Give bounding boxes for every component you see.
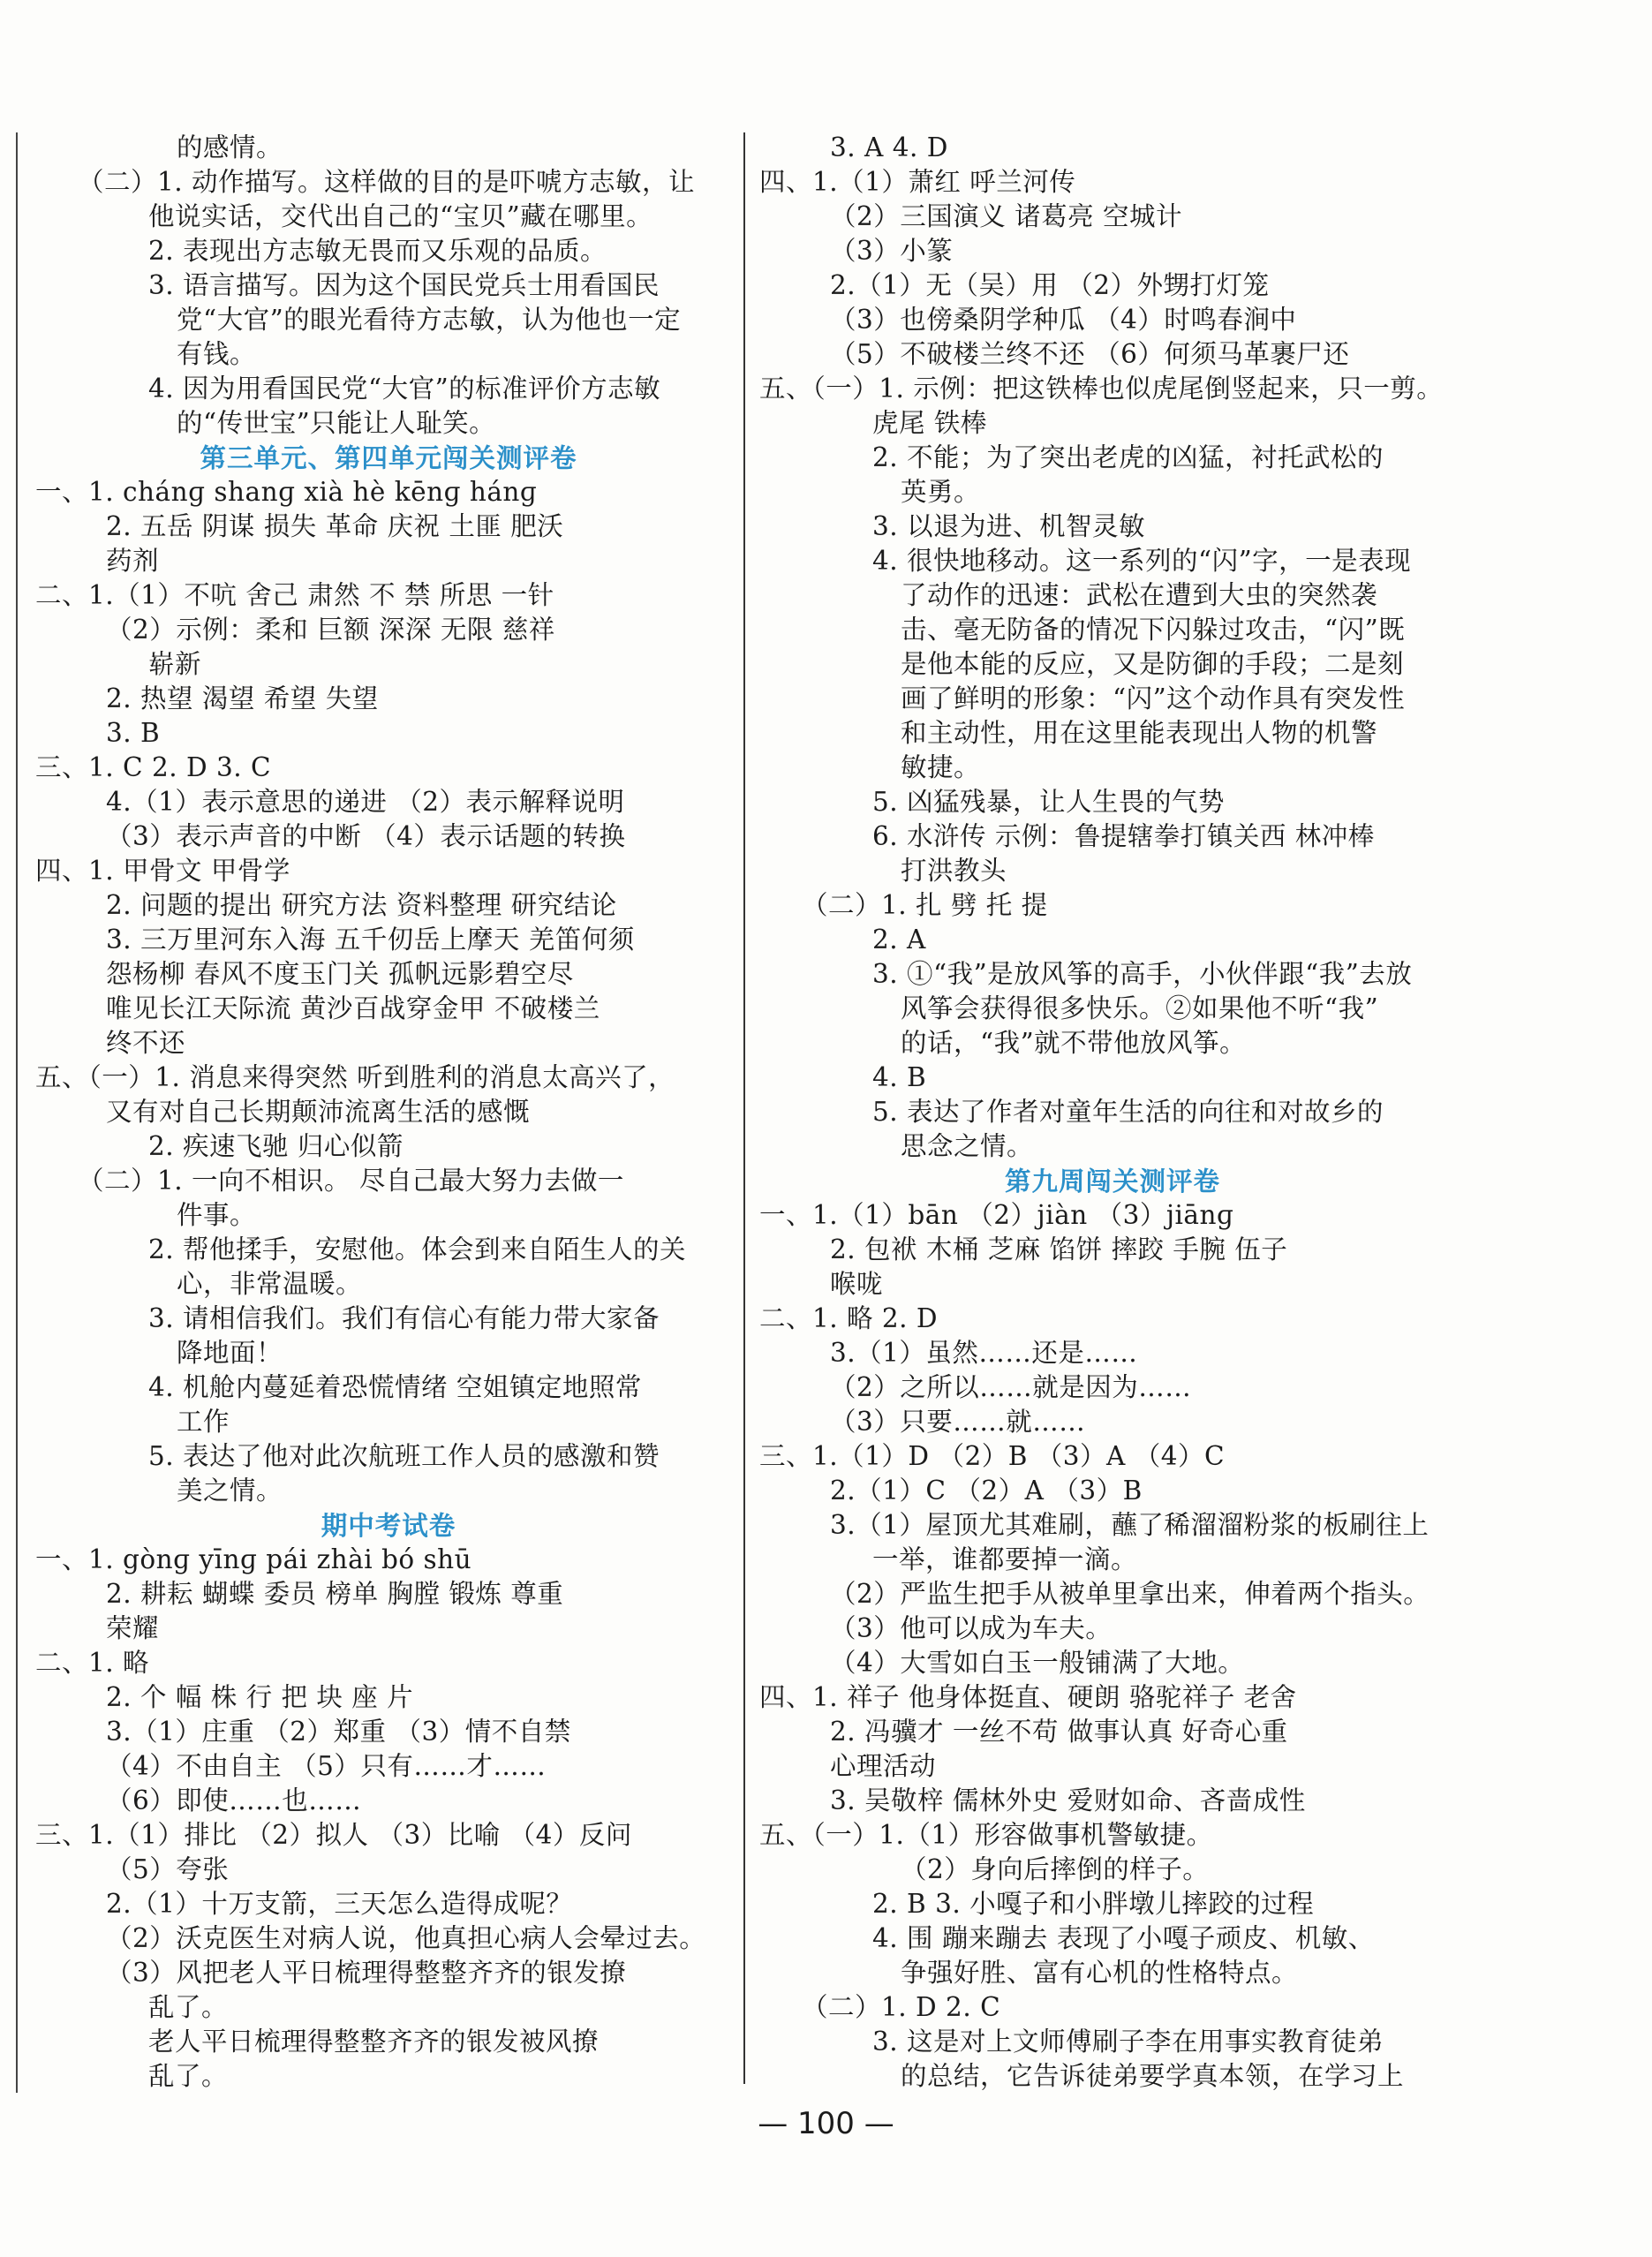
answer-line: 2. 冯骥才 一丝不苟 做事认真 好奇心重 bbox=[830, 1717, 1288, 1747]
answer-line: 崭新 bbox=[148, 649, 202, 679]
answer-line: 他说实话，交代出自己的“宝贝”藏在哪里。 bbox=[148, 201, 653, 231]
answer-line: 4. 围 蹦来蹦去 表现了小嘎子顽皮、机敏、 bbox=[872, 1923, 1375, 1953]
right-column bbox=[759, 131, 1466, 2094]
answer-line: 件事。 bbox=[177, 1200, 257, 1230]
answer-line: （2）沃克医生对病人说，他真担心病人会晕过去。 bbox=[106, 1923, 706, 1953]
answer-line: 3. 三万里河东入海 五千仞岳上摩天 羌笛何须 bbox=[106, 925, 635, 955]
answer-line: （4）不由自主 （5）只有……才…… bbox=[106, 1751, 547, 1781]
answer-line: 3. 语言描写。因为这个国民党兵士用看国民 bbox=[148, 270, 660, 300]
answer-line: 3. 请相信我们。我们有信心有能力带大家备 bbox=[148, 1303, 660, 1333]
answer-line: （2）示例：柔和 巨额 深深 无限 慈祥 bbox=[106, 615, 555, 645]
answer-line: 2. B 3. 小嘎子和小胖墩儿摔跤的过程 bbox=[872, 1889, 1315, 1919]
answer-line: 4. 很快地移动。这一系列的“闪”字，一是表现 bbox=[872, 546, 1412, 576]
answer-line: 老人平日梳理得整整齐齐的银发被风撩 bbox=[148, 2027, 600, 2057]
answer-line: 的感情。 bbox=[177, 132, 283, 162]
answer-line: 3. B bbox=[106, 718, 161, 748]
answer-line: （二）1. 一向不相识。 尽自己最大努力去做一 bbox=[78, 1166, 624, 1196]
answer-line: （2）三国演义 诸葛亮 空城计 bbox=[830, 201, 1183, 231]
answer-line: （2）严监生把手从被单里拿出来，伸着两个指头。 bbox=[830, 1579, 1430, 1609]
answer-line: 美之情。 bbox=[177, 1476, 283, 1506]
answer-line: 2. 帮他揉手，安慰他。体会到来自陌生人的关 bbox=[148, 1234, 687, 1264]
answer-line: （3）也傍桑阴学种瓜 （4）时鸣春涧中 bbox=[830, 305, 1297, 335]
answer-line: 4. B bbox=[872, 1062, 927, 1092]
answer-line: 党“大官”的眼光看待方志敏，认为他也一定 bbox=[177, 305, 682, 335]
binding-margin-rule bbox=[16, 132, 18, 2093]
answer-line: （3）表示声音的中断 （4）表示话题的转换 bbox=[106, 821, 626, 851]
answer-line: （2）身向后摔倒的样子。 bbox=[901, 1854, 1210, 1884]
answer-line: 乱了。 bbox=[148, 2061, 229, 2091]
section-title: 第三单元、第四单元闯关测评卷 bbox=[200, 442, 577, 473]
answer-line: 4. 因为用看国民党“大官”的标准评价方志敏 bbox=[148, 374, 661, 404]
answer-line: 一、1.（1）bān （2）jiàn （3）jiānɡ bbox=[759, 1200, 1234, 1230]
answer-line: 3. A 4. D bbox=[830, 132, 948, 162]
answer-line: 喉咙 bbox=[830, 1269, 884, 1299]
answer-line: 争强好胜、富有心机的性格特点。 bbox=[901, 1958, 1299, 1988]
answer-line: 的话，“我”就不带他放风筝。 bbox=[901, 1028, 1247, 1058]
answer-line: 是他本能的反应，又是防御的手段；二是刻 bbox=[901, 649, 1405, 679]
answer-line: 三、1. C 2. D 3. C bbox=[35, 752, 272, 782]
answer-line: （3）风把老人平日梳理得整整齐齐的银发撩 bbox=[106, 1958, 627, 1988]
answer-line: 5. 凶猛残暴，让人生畏的气势 bbox=[872, 787, 1226, 817]
answer-line: 2.（1）无（吴）用 （2）外甥打灯笼 bbox=[830, 270, 1270, 300]
answer-line: （5）不破楼兰终不还 （6）何须马革裹尸还 bbox=[830, 339, 1350, 369]
answer-line: 四、1. 祥子 他身体挺直、硬朗 骆驼祥子 老舍 bbox=[759, 1682, 1297, 1712]
answer-line: 画了鲜明的形象：“闪”这个动作具有突发性 bbox=[901, 683, 1406, 713]
answer-line: 五、（一）1.（1）形容做事机警敏捷。 bbox=[759, 1820, 1213, 1850]
answer-line: 怨杨柳 春风不度玉门关 孤帆远影碧空尽 bbox=[106, 959, 574, 989]
answer-line: 2.（1）C （2）A （3）B bbox=[830, 1476, 1143, 1506]
answer-line: 终不还 bbox=[106, 1028, 186, 1058]
answer-line: （5）夸张 bbox=[106, 1854, 230, 1884]
answer-line: 4. 机舱内蔓延着恐慌情绪 空姐镇定地照常 bbox=[148, 1372, 642, 1402]
answer-line: 药剂 bbox=[106, 546, 160, 576]
answer-line: 荣耀 bbox=[106, 1613, 160, 1643]
answer-line: 心理活动 bbox=[830, 1751, 937, 1781]
answer-line: （二）1. D 2. C bbox=[802, 1992, 1001, 2022]
answer-line: 2. 包袱 木桶 芝麻 馅饼 摔跤 手腕 伍子 bbox=[830, 1234, 1288, 1264]
answer-line: 虎尾 铁棒 bbox=[872, 408, 987, 438]
answer-line: 2. 五岳 阴谋 损失 革命 庆祝 土匪 肥沃 bbox=[106, 511, 564, 541]
answer-line: 2.（1）十万支箭，三天怎么造得成呢？ bbox=[106, 1889, 573, 1919]
left-column bbox=[35, 131, 742, 2094]
answer-line: 2. 问题的提出 研究方法 资料整理 研究结论 bbox=[106, 890, 617, 920]
answer-line: （二）1. 动作描写。这样做的目的是吓唬方志敏，让 bbox=[78, 167, 696, 197]
answer-line: 打洪教头 bbox=[901, 856, 1007, 886]
answer-line: 4.（1）表示意思的递进 （2）表示解释说明 bbox=[106, 787, 625, 817]
answer-line: 一举，谁都要掉一滴。 bbox=[872, 1544, 1138, 1574]
answer-line: 三、1.（1）D （2）B （3）A （4）C bbox=[759, 1441, 1226, 1471]
answer-line: （2）之所以……就是因为…… bbox=[830, 1372, 1192, 1402]
answer-line: 5. 表达了作者对童年生活的向往和对故乡的 bbox=[872, 1097, 1384, 1127]
answer-line: 击、毫无防备的情况下闪躲过攻击，“闪”既 bbox=[901, 615, 1406, 645]
answer-line: 5. 表达了他对此次航班工作人员的感激和赞 bbox=[148, 1441, 660, 1471]
answer-line: （6）即使……也…… bbox=[106, 1785, 362, 1815]
answer-line: （二）1. 扎 劈 托 提 bbox=[802, 890, 1048, 920]
answer-line: 一、1. chánɡ shanɡ xià hè kēnɡ hánɡ bbox=[35, 477, 538, 507]
answer-line: 3. 吴敬梓 儒林外史 爱财如命、吝啬成性 bbox=[830, 1785, 1306, 1815]
answer-line: 二、1. 略 bbox=[35, 1648, 150, 1678]
answer-line: 心，非常温暖。 bbox=[177, 1269, 363, 1299]
answer-line: 英勇。 bbox=[901, 477, 981, 507]
answer-line: 2. A bbox=[872, 925, 926, 955]
section-title: 期中考试卷 bbox=[321, 1510, 456, 1541]
answer-line: （3）只要……就…… bbox=[830, 1407, 1086, 1437]
answer-line: 2. 疾速飞驰 归心似箭 bbox=[148, 1131, 404, 1161]
answer-line: 工作 bbox=[177, 1407, 230, 1437]
answer-line: 2. 个 幅 株 行 把 块 座 片 bbox=[106, 1682, 414, 1712]
answer-line: 四、1.（1）萧红 呼兰河传 bbox=[759, 167, 1076, 197]
answer-line: 3. 这是对上文师傅刷子李在用事实教育徒弟 bbox=[872, 2027, 1384, 2057]
answer-line: 乱了。 bbox=[148, 1992, 229, 2022]
answer-line: 3. ①“我”是放风筝的高手，小伙伴跟“我”去放 bbox=[872, 959, 1413, 989]
answer-line: 2. 耕耘 蝴蝶 委员 榜单 胸膛 锻炼 尊重 bbox=[106, 1579, 564, 1609]
answer-line: 和主动性，用在这里能表现出人物的机警 bbox=[901, 718, 1378, 748]
answer-line: 思念之情。 bbox=[901, 1131, 1034, 1161]
page-number: — 100 — bbox=[758, 2106, 894, 2141]
answer-line: 五、（一）1. 消息来得突然 听到胜利的消息太高兴了， bbox=[35, 1062, 675, 1092]
answer-line: 2. 表现出方志敏无畏而又乐观的品质。 bbox=[148, 236, 607, 266]
answer-line: 3. 以退为进、机智灵敏 bbox=[872, 511, 1146, 541]
answer-line: 3.（1）屋顶尤其难刷，蘸了稀溜溜粉浆的板刷往上 bbox=[830, 1510, 1429, 1540]
answer-line: 五、（一）1. 示例：把这铁棒也似虎尾倒竖起来，只一剪。 bbox=[759, 374, 1444, 404]
answer-line: 了动作的迅速：武松在遭到大虫的突然袭 bbox=[901, 580, 1378, 610]
section-title: 第九周闯关测评卷 bbox=[1004, 1166, 1220, 1196]
answer-line: 3.（1）庄重 （2）郑重 （3）情不自禁 bbox=[106, 1717, 571, 1747]
answer-line: 二、1. 略 2. D bbox=[759, 1303, 939, 1333]
answer-line: 四、1. 甲骨文 甲骨学 bbox=[35, 856, 290, 886]
column-divider bbox=[743, 132, 745, 2084]
answer-line: 唯见长江天际流 黄沙百战穿金甲 不破楼兰 bbox=[106, 993, 600, 1023]
answer-line: （4）大雪如白玉一般铺满了大地。 bbox=[830, 1648, 1245, 1678]
answer-line: 敏捷。 bbox=[901, 752, 981, 782]
answer-line: （3）他可以成为车夫。 bbox=[830, 1613, 1113, 1643]
answer-line: 2. 热望 渴望 希望 失望 bbox=[106, 683, 379, 713]
answer-line: 的总结，它告诉徒弟要学真本领，在学习上 bbox=[901, 2061, 1405, 2091]
answer-line: 二、1.（1）不吭 舍己 肃然 不 禁 所思 一针 bbox=[35, 580, 554, 610]
answer-line: 风筝会获得很多快乐。②如果他不听“我” bbox=[901, 993, 1379, 1023]
answer-line: 6. 水浒传 示例：鲁提辖拳打镇关西 林冲棒 bbox=[872, 821, 1375, 851]
answer-line: （3）小篆 bbox=[830, 236, 954, 266]
answer-line: 降地面！ bbox=[177, 1338, 283, 1368]
answer-line: 3.（1）虽然……还是…… bbox=[830, 1338, 1138, 1368]
answer-line: 2. 不能；为了突出老虎的凶猛，衬托武松的 bbox=[872, 442, 1384, 472]
answer-line: 又有对自己长期颠沛流离生活的感慨 bbox=[106, 1097, 531, 1127]
answer-line: 三、1.（1）排比 （2）拟人 （3）比喻 （4）反问 bbox=[35, 1820, 632, 1850]
answer-line: 一、1. gònɡ yīnɡ pái zhài bó shū bbox=[35, 1544, 472, 1574]
answer-line: 有钱。 bbox=[177, 339, 257, 369]
answer-line: 的“传世宝”只能让人耻笑。 bbox=[177, 408, 496, 438]
